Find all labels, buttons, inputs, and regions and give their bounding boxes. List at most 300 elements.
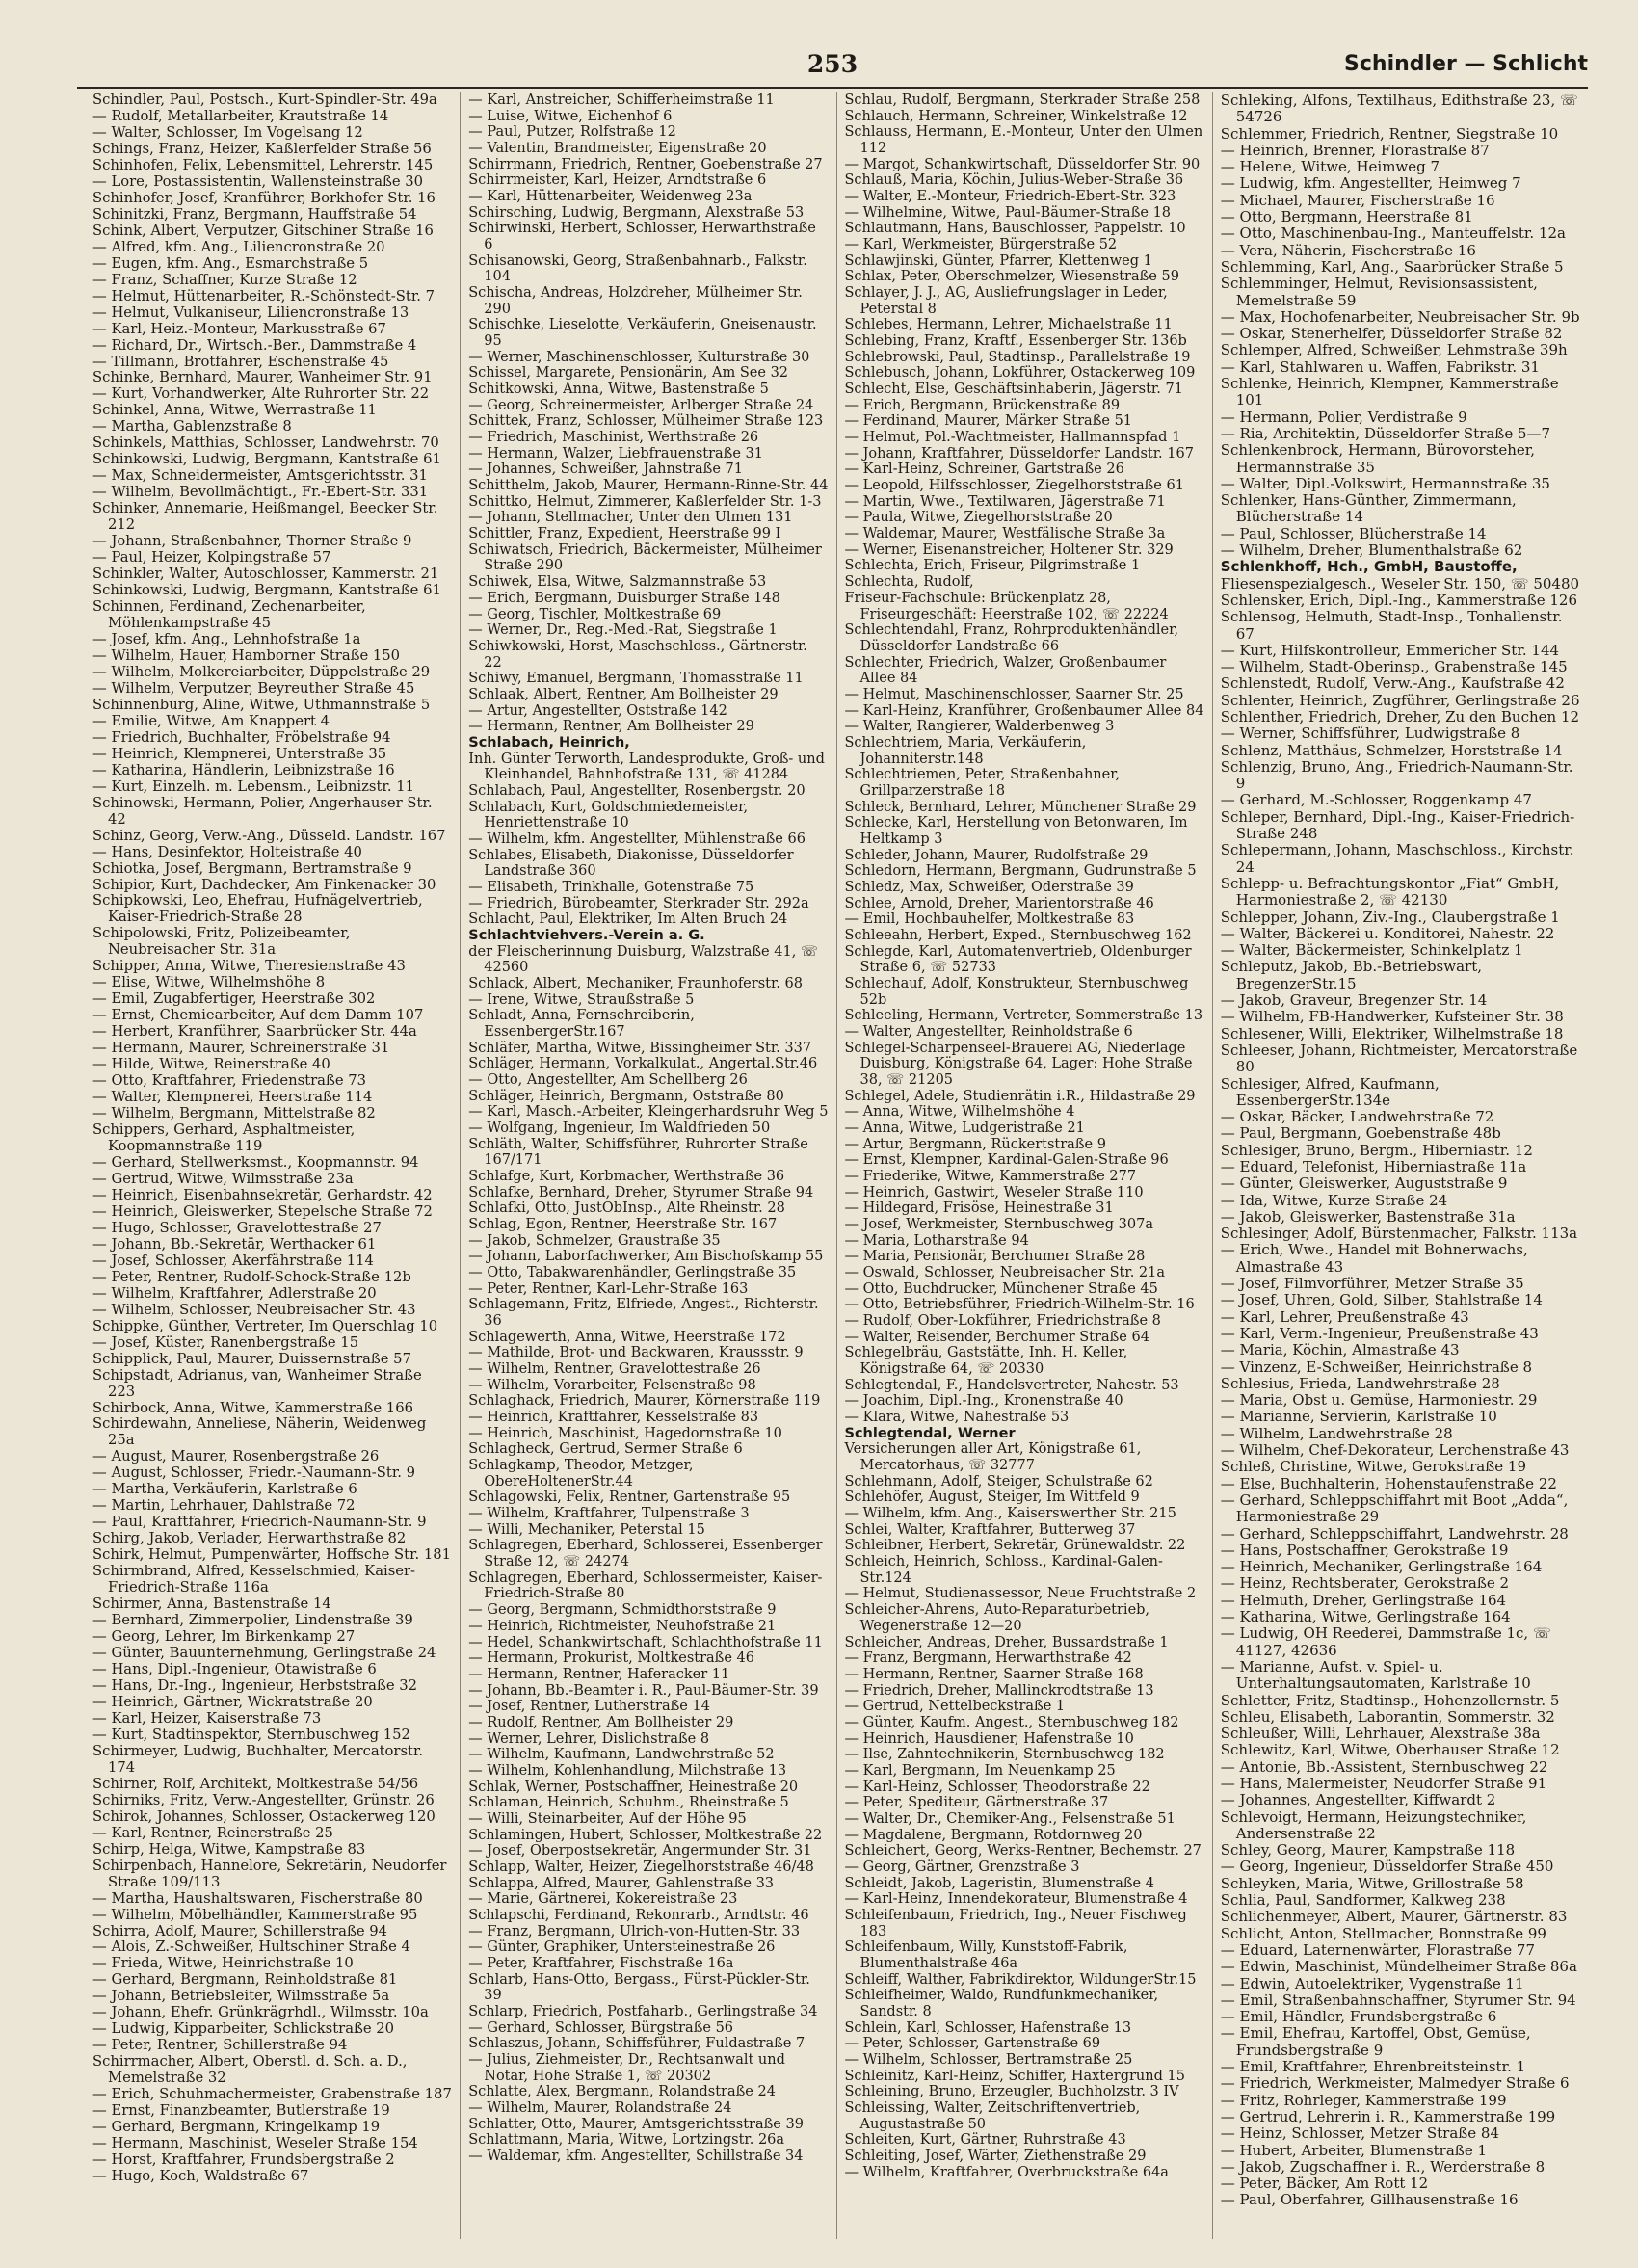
directory-entry: — Jakob, Graveur, Bregenzer Str. 14 [1220,991,1488,1010]
directory-entry: Schleicher, Andreas, Dreher, Bussardstraße 1 [844,1634,1169,1650]
directory-entry: — Kurt, Vorhandwerker, Alte Ruhrorter Str. 22 [92,385,430,403]
directory-entry: — Johann, Straßenbahner, Thorner Straße 9 [92,533,412,550]
directory-entry: Friseur-Fachschule: Brückenplatz 28, Friseurgeschäft: Heerstraße 102, ☏ 22224 [844,590,1169,622]
directory-entry: — Bernhard, Zimmerpolier, Lindenstraße 39 [92,1612,413,1629]
directory-entry: Schlak, Werner, Postschaffner, Heinestraße 20 [468,1779,799,1795]
directory-entry: Schlacht, Paul, Elektriker, Im Alten Bruch 24 [468,911,788,928]
directory-entry: — Gerhard, Schleppschiffahrt mit Boot „Adda“, Harmoniestraße 29 [1220,1490,1569,1526]
directory-entry: — Heinrich, Klempnerei, Unterstraße 35 [92,745,387,762]
directory-entry: — Wilhelm, Kraftfahrer, Adlerstraße 20 [92,1284,377,1302]
directory-entry: — Walter, Angestellter, Reinholdstraße 6 [844,1023,1133,1040]
directory-entry: Schlicht, Anton, Stellmacher, Bonnstraße 99 [1220,1924,1546,1942]
directory-entry: — Karl, Rentner, Reinerstraße 25 [92,1824,333,1841]
directory-entry: — Otto, Betriebsführer, Friedrich-Wilhelm-Str. 16 [844,1297,1195,1313]
directory-entry: Schlehöfer, August, Steiger, Im Wittfeld 9 [844,1490,1140,1506]
directory-entry: — Jakob, Gleiswerker, Bastenstraße 31a [1220,1207,1516,1226]
directory-entry: Schlau, Rudolf, Bergmann, Sterkrader Straße 258 [844,92,1201,108]
directory-entry: Schleibner, Herbert, Sekretär, Grünewaldstr. 22 [844,1538,1186,1554]
directory-entry: Schinker, Annemarie, Heißmangel, Beecker Str. 212 [92,500,438,534]
directory-entry: Schlesener, Willi, Elektriker, Wilhelmstraße 18 [1220,1024,1564,1042]
directory-entry: Schlebusch, Johann, Lokführer, Ostackerweg 109 [844,365,1196,382]
directory-entry: Schlechta, Erich, Friseur, Pilgrimstraße 1 [844,558,1141,574]
directory-entry: Schirwinski, Herbert, Schlosser, Herwarthstraße 6 [468,221,816,253]
directory-entry: — Alois, Z.-Schweißer, Hultschiner Straße 4 [92,1938,410,1956]
directory-entry: — Karl, Heiz.-Monteur, Markusstraße 67 [92,320,386,337]
directory-entry: — Martha, Haushaltswaren, Fischerstraße 80 [92,1889,423,1907]
directory-entry: — Peter, Rentner, Schillerstraße 94 [92,2037,348,2054]
directory-entry: — Georg, Bergmann, Schmidthorststraße 9 [468,1602,777,1619]
directory-entry: Schlarb, Hans-Otto, Bergass., Fürst-Pückler-Str. 39 [468,1971,810,2004]
directory-entry: Schiwatsch, Friedrich, Bäckermeister, Mülheimer Straße 290 [468,541,822,574]
directory-entry: Schisanowski, Georg, Straßenbahnarb., Falkstr. 104 [468,252,807,285]
directory-entry: Schlenkenbrock, Hermann, Bürovorsteher, Hermannstraße 35 [1220,441,1536,476]
directory-entry: Schlauß, Maria, Köchin, Julius-Weber-Straße 36 [844,172,1184,189]
directory-entry: — Ludwig, Kipparbeiter, Schlickstraße 20 [92,2020,395,2038]
directory-entry: — Martin, Lehrhauer, Dahlstraße 72 [92,1497,356,1515]
directory-entry: — Hilde, Witwe, Reinerstraße 40 [92,1056,330,1073]
directory-entry: — Erich, Bergmann, Duisburger Straße 148 [468,590,780,606]
directory-entry: Schirp, Helga, Witwe, Kampstraße 83 [92,1840,366,1858]
directory-entry: Schleiten, Kurt, Gärtner, Ruhrstraße 43 [844,2132,1126,2149]
directory-entry: — Leopold, Hilfsschlosser, Ziegelhorststraße 61 [844,478,1184,494]
directory-entry: Schirmeyer, Ludwig, Buchhalter, Mercatorstr. 174 [92,1742,424,1776]
directory-entry: — Friedrich, Buchhalter, Fröbelstraße 94 [92,728,391,746]
directory-entry: Schleußer, Willi, Lehrhauer, Alexstraße 38a [1220,1725,1541,1743]
directory-entry: — Wilhelm, Dreher, Blumenthalstraße 62 [1220,541,1523,560]
directory-entry: Schlauch, Hermann, Schreiner, Winkelstraße 12 [844,108,1188,124]
directory-entry: Schlenkhoff, Hch., GmbH, Baustoffe, [1220,558,1518,576]
directory-entry: — Wilhelm, Landwehrstraße 28 [1220,1424,1453,1442]
directory-entry: — Anna, Witwe, Wilhelmshöhe 4 [844,1104,1075,1121]
directory-entry: Schlemmer, Friedrich, Rentner, Siegstraße 10 [1220,124,1559,143]
directory-entry: Schlafge, Kurt, Korbmacher, Werthstraße 36 [468,1169,785,1185]
directory-entry: Schinke, Bernhard, Maurer, Wanheimer Str. 91 [92,369,433,386]
directory-entry: Schink, Albert, Verputzer, Gitschiner Straße 16 [92,222,434,239]
directory-entry: — Wilhelm, Kaufmann, Landwehrstraße 52 [468,1747,775,1763]
directory-entry: Schlewitz, Karl, Witwe, Oberhauser Straße 12 [1220,1741,1560,1759]
directory-entry: — Hans, Postschaffner, Gerokstraße 19 [1220,1541,1509,1559]
directory-entry: Schlayer, J. J., AG, Ausliefrungslager in Leder, Peterstal 8 [844,285,1168,317]
directory-entry: — Karl-Heinz, Schreiner, Gartstraße 26 [844,462,1124,478]
directory-entry: — Rudolf, Metallarbeiter, Krautstraße 14 [92,107,389,124]
directory-entry: Schlein, Karl, Schlosser, Hafenstraße 13 [844,2019,1132,2036]
directory-entry: — Maria, Obst u. Gemüse, Harmoniestr. 29 [1220,1391,1538,1410]
directory-entry: Schlatte, Alex, Bergmann, Rolandstraße 24 [468,2084,776,2100]
directory-entry: — Helene, Witwe, Heimweg 7 [1220,158,1440,176]
directory-entry: Schlechtriem, Maria, Verkäuferin, Johanniterstr.148 [844,734,1087,767]
directory-entry: — Heinrich, Gleiswerker, Stepelsche Straße 72 [92,1202,433,1220]
directory-entry: Schlebes, Hermann, Lehrer, Michaelstraße 11 [844,317,1173,333]
directory-entry: Schindler, Paul, Postsch., Kurt-Spindler-Str. 49a [92,92,437,108]
directory-entry: — Werner, Maschinenschlosser, Kulturstraße 30 [468,349,810,365]
directory-entry: Schlafke, Bernhard, Dreher, Styrumer Straße 94 [468,1184,814,1200]
directory-entry: — Hans, Dr.-Ing., Ingenieur, Herbststraße 32 [92,1676,418,1694]
directory-entry: Schlenther, Friedrich, Dreher, Zu den Buchen 12 [1220,707,1580,725]
directory-entry: — Franz, Bergmann, Herwarthstraße 42 [844,1650,1132,1667]
directory-entry: — Friedrich, Werkmeister, Malmedyer Straße 6 [1220,2074,1570,2093]
directory-entry: — Peter, Rentner, Karl-Lehr-Straße 163 [468,1280,749,1297]
directory-entry: Schirrmann, Friedrich, Rentner, Goebenstraße 27 [468,156,823,172]
directory-entry: — Georg, Gärtner, Grenzstraße 3 [844,1859,1080,1875]
directory-entry: — Wolfgang, Ingenieur, Im Waldfrieden 50 [468,1121,771,1136]
directory-entry: Schirpenbach, Hannelore, Sekretärin, Neudorfer Straße 109/113 [92,1857,447,1890]
directory-entry: — Rudolf, Ober-Lokführer, Friedrichstraße 8 [844,1313,1161,1330]
directory-entry: — Fritz, Rohrleger, Kammerstraße 199 [1220,2091,1507,2109]
directory-entry: — Kurt, Einzelh. m. Lebensm., Leibnizstr. 11 [92,778,414,795]
directory-entry: — Martha, Gablenzstraße 8 [92,418,292,435]
directory-entry: — Frieda, Witwe, Heinrichstraße 10 [92,1955,354,1972]
directory-entry: Schirner, Rolf, Architekt, Moltkestraße 54/56 [92,1775,419,1792]
directory-entry: — Johann, Bb.-Sekretär, Werthacker 61 [92,1235,377,1253]
directory-entry: — Erich, Schuhmachermeister, Grabenstraße 187 [92,2086,452,2103]
directory-entry: — Josef, kfm. Ang., Lehnhofstraße 1a [92,630,361,647]
directory-entry: Schleicher-Ahrens, Auto-Reparaturbetrieb, Wegenerstraße 12—20 [844,1602,1150,1634]
directory-entry: — Wilhelm, Schlosser, Neubreisacher Str. 43 [92,1301,416,1318]
directory-entry: — Otto, Kraftfahrer, Friedenstraße 73 [92,1072,367,1090]
directory-entry: — Vinzenz, E-Schweißer, Heinrichstraße 8 [1220,1358,1533,1376]
directory-entry: — Hermann, Maschinist, Weseler Straße 154 [92,2135,418,2152]
directory-entry: Schipplick, Paul, Maurer, Duissernstraße 57 [92,1350,411,1367]
directory-entry: Schleifenbaum, Friedrich, Ing., Neuer Fischweg 183 [844,1907,1187,1939]
directory-entry: — Edwin, Maschinist, Mündelheimer Straße 86a [1220,1958,1577,1976]
directory-entry: — Günter, Graphiker, Untersteinestraße 26 [468,1939,776,1956]
directory-entry: Schlee, Arnold, Dreher, Marientorstraße 46 [844,895,1154,911]
directory-entry: — Walter, Dipl.-Volkswirt, Hermannstraße 35 [1220,474,1550,492]
directory-entry: Schischa, Andreas, Holzdreher, Mülheimer Str. 290 [468,285,803,317]
directory-entry: Schleß, Christine, Witwe, Gerokstraße 19 [1220,1458,1526,1476]
directory-entry: — Artur, Bergmann, Rückertstraße 9 [844,1136,1106,1152]
directory-entry: — Oskar, Bäcker, Landwehrstraße 72 [1220,1108,1494,1126]
directory-entry: Schleinitz, Karl-Heinz, Schiffer, Haxtergrund 15 [844,2068,1185,2084]
directory-entry: — Walter, Dr., Chemiker-Ang., Felsenstraße 51 [844,1810,1176,1827]
directory-entry: — Wilhelm, Hauer, Hamborner Straße 150 [92,646,401,664]
directory-entry: Schirsching, Ludwig, Bergmann, Alexstraße 53 [468,204,805,221]
directory-entry: — Wilhelm, Verputzer, Beyreuther Straße 45 [92,679,415,697]
directory-entry: — Johann, Ehefr. Grünkrägrhdl., Wilmsstr. 10a [92,2004,429,2021]
directory-entry: — Heinrich, Maschinist, Hagedornstraße 10 [468,1425,782,1441]
directory-entry: — Friederike, Witwe, Kammerstraße 277 [844,1169,1137,1185]
directory-entry: — Emilie, Witwe, Am Knappert 4 [92,712,330,729]
directory-entry: — Wilhelm, kfm. Angestellter, Mühlenstraße 66 [468,831,806,847]
directory-entry: Schlenker, Hans-Günther, Zimmermann, Blücherstraße 14 [1220,491,1517,526]
directory-entry: — Hermann, Maurer, Schreinerstraße 31 [92,1040,390,1057]
directory-entry: Schinnen, Ferdinand, Zechenarbeiter, Möhlenkampstraße 45 [92,598,366,631]
column-1 [85,92,460,2239]
directory-entry: — Martha, Verkäuferin, Karlstraße 6 [92,1481,357,1498]
directory-entry: — Otto, Bergmann, Heerstraße 81 [1220,208,1473,226]
directory-entry: Schlia, Paul, Sandformer, Kalkweg 238 [1220,1891,1506,1910]
directory-entry: — Josef, Rentner, Lutherstraße 14 [468,1699,710,1715]
directory-entry: Schledz, Max, Schweißer, Oderstraße 39 [844,879,1134,895]
directory-entry: — Gerhard, Stellwerksmst., Koopmannstr. 94 [92,1153,419,1171]
directory-entry: Schlesius, Frieda, Landwehrstraße 28 [1220,1374,1500,1392]
directory-entry: der Fleischerinnung Duisburg, Walzstraße 41, ☏ 42560 [468,943,819,976]
directory-entry: — Emil, Händler, Frundsbergstraße 6 [1220,2008,1497,2026]
directory-entry: — Wilhelm, Vorarbeiter, Felsenstraße 98 [468,1377,756,1393]
directory-entry: Schiotka, Josef, Bergmann, Bertramstraße 9 [92,859,412,877]
directory-entry: — Gerhard, Bergmann, Reinholdstraße 81 [92,1971,398,1989]
directory-entry: — Ludwig, OH Reederei, Dammstraße 1c, ☏ 41127, 42636 [1220,1624,1551,1659]
directory-entry: — Wilhelm, Möbelhändler, Kammerstraße 95 [92,1906,418,1923]
directory-entry: — Ilse, Zahntechnikerin, Sternbuschweg 182 [844,1747,1165,1763]
directory-entry: — Eduard, Laternenwärter, Florastraße 77 [1220,1940,1536,1959]
directory-entry: Schissel, Margarete, Pensionärin, Am See 32 [468,365,789,382]
directory-entry: Schleyken, Maria, Witwe, Grillostraße 58 [1220,1874,1524,1892]
directory-entry: — Wilhelmine, Witwe, Paul-Bäumer-Straße 18 [844,204,1172,221]
directory-entry: — Friedrich, Dreher, Mallinckrodtstraße 13 [844,1682,1154,1699]
directory-entry: — Katharina, Händlerin, Leibnizstraße 16 [92,761,395,778]
directory-entry: — Ernst, Finanzbeamter, Butlerstraße 19 [92,2102,390,2120]
directory-entry: — Edwin, Autoelektriker, Vygenstraße 11 [1220,1974,1524,1992]
directory-entry: Schleifenbaum, Willy, Kunststoff-Fabrik, Blumenthalstraße 46a [844,1939,1128,1971]
directory-entry: — Max, Hochofenarbeiter, Neubreisacher Str. 9b [1220,307,1580,326]
directory-entry: Schläger, Heinrich, Bergmann, Oststraße 80 [468,1088,784,1104]
directory-entry: Schlachtviehvers.-Verein a. G. [468,927,705,943]
directory-entry: — Günter, Gleiswerker, Auguststraße 9 [1220,1174,1508,1193]
directory-entry: Schings, Franz, Heizer, Kaßlerfelder Straße 56 [92,140,432,157]
directory-entry: — Josef, Werkmeister, Sternbuschweg 307a [844,1217,1153,1233]
directory-entry: Schiwek, Elsa, Witwe, Salzmannstraße 53 [468,574,767,591]
directory-entry: Schlevoigt, Hermann, Heizungstechniker, Andersenstraße 22 [1220,1807,1527,1842]
directory-entry: — Julius, Ziehmeister, Dr., Rechtsanwalt und Notar, Hohe Straße 1, ☏ 20302 [468,2051,785,2084]
directory-entry: — Gertrud, Nettelbeckstraße 1 [844,1699,1066,1715]
directory-entry: — Magdalene, Bergmann, Rotdornweg 20 [844,1827,1143,1843]
directory-entry: — Eduard, Telefonist, Hiberniastraße 11a [1220,1158,1527,1175]
directory-entry: — Willi, Mechaniker, Peterstal 15 [468,1521,705,1538]
directory-entry: — Klara, Witwe, Nahestraße 53 [844,1410,1070,1426]
directory-entry: — Maria, Pensionär, Berchumer Straße 28 [844,1249,1146,1265]
column-2 [460,92,835,2239]
directory-entry: — August, Maurer, Rosenbergstraße 26 [92,1448,380,1465]
directory-entry: — Helmut, Pol.-Wachtmeister, Hallmannspfad 1 [844,430,1181,446]
directory-entry: — Emil, Ehefrau, Kartoffel, Obst, Gemüse, Frundsbergstraße 9 [1220,2024,1531,2059]
directory-entry: — Marie, Gärtnerei, Kokereistraße 23 [468,1891,738,1908]
directory-entry: — Karl, Werkmeister, Bürgerstraße 52 [844,237,1118,253]
directory-entry: Schlabach, Kurt, Goldschmiedemeister, Henriettenstraße 10 [468,799,749,831]
directory-entry: Schlehmann, Adolf, Steiger, Schulstraße 62 [844,1473,1153,1490]
column-4 [1212,92,1588,2239]
directory-entry: — Rudolf, Rentner, Am Bollheister 29 [468,1714,734,1730]
directory-entry: — Hedel, Schankwirtschaft, Schlachthofstraße 11 [468,1634,823,1650]
directory-entry: Schipstadt, Adrianus, van, Wanheimer Straße 223 [92,1366,422,1400]
directory-entry: Schirniks, Fritz, Verw.-Angestellter, Grünstr. 26 [92,1791,435,1808]
directory-entry: — Joachim, Dipl.-Ing., Kronenstraße 40 [844,1393,1123,1410]
directory-entry: Schlenstedt, Rudolf, Verw.-Ang., Kaufstraße 42 [1220,674,1565,693]
directory-entry: Schlattmann, Maria, Witwe, Lortzingstr. 26a [468,2132,785,2149]
directory-entry: — Elise, Witwe, Wilhelmshöhe 8 [92,974,326,991]
directory-entry: Schlapschi, Ferdinand, Rekonrarb., Arndtstr. 46 [468,1907,809,1923]
directory-entry: Schlechtriemen, Peter, Straßenbahner, Grillparzerstraße 18 [844,767,1121,799]
directory-entry: — Oskar, Stenerhelfer, Düsseldorfer Straße 82 [1220,325,1563,343]
directory-entry: — Werner, Dr., Reg.-Med.-Rat, Siegstraße 1 [468,622,778,639]
directory-entry: — Anna, Witwe, Ludgeristraße 21 [844,1121,1085,1136]
directory-entry: — Gerhard, Bergmann, Kringelkamp 19 [92,2119,381,2136]
directory-entry: — Ludwig, kfm. Angestellter, Heimweg 7 [1220,174,1521,193]
directory-entry: Schlappa, Alfred, Maurer, Gahlenstraße 33 [468,1875,775,1891]
directory-entry: Schleking, Alfons, Textilhaus, Edithstraße 23, ☏ 54726 [1220,92,1578,126]
directory-entry: Schittler, Franz, Expedient, Heerstraße 99 I [468,526,781,542]
directory-entry: Schlemminger, Helmut, Revisionsassistent, Memelstraße 59 [1220,275,1538,309]
directory-entry: Schleining, Bruno, Erzeugler, Buchholzstr. 3 IV [844,2084,1179,2100]
directory-entry: — Otto, Maschinenbau-Ing., Manteuffelstr. 12a [1220,224,1566,243]
directory-entry: — Maria, Lotharstraße 94 [844,1232,1029,1249]
directory-entry: — Johann, Kraftfahrer, Düsseldorfer Landstr. 167 [844,445,1194,462]
directory-entry: — Ferdinand, Maurer, Märker Straße 51 [844,413,1133,430]
directory-entry: Schlechter, Friedrich, Walzer, Großenbaumer Allee 84 [844,654,1167,687]
directory-entry: — Franz, Schaffner, Kurze Straße 12 [92,271,357,288]
directory-entry: — Heinrich, Richtmeister, Neuhofstraße 21 [468,1618,777,1634]
directory-entry: Schlemper, Alfred, Schweißer, Lehmstraße 39h [1220,341,1568,359]
directory-entry: Schinkels, Matthias, Schlosser, Landwehrstr. 70 [92,435,439,452]
directory-entry: Schletter, Fritz, Stadtinsp., Hohenzollernstr. 5 [1220,1691,1560,1709]
directory-entry: — Georg, Schreinermeister, Arlberger Straße 24 [468,397,814,413]
directory-entry: Versicherungen aller Art, Königstraße 61, Mercatorhaus, ☏ 32777 [844,1441,1142,1474]
directory-entry: Schleichert, Georg, Werks-Rentner, Bechemstr. 27 [844,1843,1202,1859]
directory-entry: Schlenz, Matthäus, Schmelzer, Horststraße 14 [1220,741,1563,759]
directory-entry: — Luise, Witwe, Eichenhof 6 [468,108,673,124]
directory-entry: — Hermann, Rentner, Haferacker 11 [468,1666,730,1682]
directory-entry: Schlesiger, Bruno, Bergm., Hibernіastr. 12 [1220,1141,1533,1159]
directory-entry: — Werner, Eisenanstreicher, Holtener Str. 329 [844,541,1174,558]
directory-entry: — Wilhelm, Stadt-Oberinsp., Grabenstraße 145 [1220,658,1568,676]
directory-entry: — Irene, Witwe, Straußstraße 5 [468,991,695,1008]
directory-entry: — Günter, Kaufm. Angest., Sternbuschweg 182 [844,1714,1179,1730]
directory-entry: Schipper, Anna, Witwe, Theresienstraße 43 [92,958,406,975]
directory-entry: Schlenzig, Bruno, Ang., Friedrich-Naumann-Str. 9 [1220,757,1573,793]
directory-entry: — Walter, Reisender, Berchumer Straße 64 [844,1329,1149,1345]
directory-entry: Schlenke, Heinrich, Klempner, Kammerstraße 101 [1220,375,1559,409]
directory-entry: Schleputz, Jakob, Bb.-Betriebswart, BregenzerStr.15 [1220,958,1482,992]
directory-entry: Schlaman, Heinrich, Schuhm., Rheinstraße 5 [468,1795,789,1811]
directory-entry: — Franz, Bergmann, Ulrich-von-Hutten-Str. 33 [468,1923,801,1939]
directory-entry: — Karl, Anstreicher, Schifferheimstraße 11 [468,92,775,108]
directory-entry: Schlegelbräu, Gaststätte, Inh. H. Keller, Königstraße 64, ☏ 20330 [844,1345,1128,1378]
directory-entry: — Jakob, Schmelzer, Graustraße 35 [468,1232,721,1249]
directory-entry: — Johann, Bb.-Beamter i. R., Paul-Bäumer-Str. 39 [468,1682,819,1699]
directory-entry: Schlag, Egon, Rentner, Heerstraße Str. 167 [468,1217,778,1233]
directory-entry: Schlensker, Erich, Dipl.-Ing., Kammerstraße 126 [1220,591,1577,609]
directory-entry: — Peter, Speditеur, Gärtnerstraße 37 [844,1795,1109,1811]
directory-entry: — Paul, Kraftfahrer, Friedrich-Naumann-Str. 9 [92,1514,427,1531]
directory-entry: Schläth, Walter, Schiffsführer, Ruhrorter Straße 167/171 [468,1136,808,1169]
directory-entry: — Ria, Architektin, Düsseldorfer Straße 5—7 [1220,424,1551,442]
directory-entry: Schipolowski, Fritz, Polizeibeamter, Neubreisacher Str. 31a [92,925,351,959]
directory-entry: — Valentin, Brandmeister, Eigenstraße 20 [468,141,767,157]
directory-entry: Schlagowski, Felix, Rentner, Gartenstraße 95 [468,1490,791,1506]
directory-entry: Schirrmacher, Albert, Oberstl. d. Sch. a. D., Memelstraße 32 [92,2053,408,2087]
directory-entry: — Marianne, Aufst. v. Spiel- u. Unterhaltungsautomaten, Karlstraße 10 [1220,1657,1531,1693]
directory-entry: — Paul, Schlosser, Blücherstraße 14 [1220,524,1487,542]
directory-entry: — Karl, Hüttenarbeiter, Weidenweg 23a [468,189,753,205]
directory-entry: — Georg, Lehrer, Im Birkenkamp 27 [92,1628,356,1646]
directory-entry: — Helmut, Vulkaniseur, Liliencronstraße 13 [92,303,410,321]
directory-entry: — Elisabeth, Trinkhalle, Gotenstraße 75 [468,879,754,895]
directory-entry: — Wilhelm, Bevollmächtigt., Fr.-Ebert-Str. 331 [92,484,429,501]
directory-entry: — Heinrich, Kraftfahrer, Kesselstraße 83 [468,1410,759,1426]
directory-entry: Schlenter, Heinrich, Zugführer, Gerlingstraße 26 [1220,691,1580,709]
directory-entry: Schlecke, Karl, Herstellung von Betonwaren, Im Heltkamp 3 [844,815,1188,847]
directory-entry: Schlepermann, Johann, Maschschloss., Kirchstr. 24 [1220,841,1574,876]
directory-entry: — Hubert, Arbeiter, Blumenstraße 1 [1220,2141,1488,2159]
directory-entry: — Werner, Schiffsführer, Ludwigstraße 8 [1220,725,1520,743]
directory-entry: Schlapp, Walter, Heizer, Ziegelhorststraße 46/48 [468,1859,814,1875]
directory-entry: — Emil, Kraftfahrer, Ehrenbreitsteinstr. 1 [1220,2058,1526,2076]
directory-entry: Schlagregen, Eberhard, Schlosserei, Essenberger Straße 12, ☏ 24274 [468,1538,823,1570]
directory-entry: — Heinz, Rechtsberater, Gerokstraße 2 [1220,1574,1510,1593]
directory-entry: Schischke, Lieselotte, Verkäuferin, Gneisenaustr. 95 [468,317,817,350]
directory-entry: — Karl, Heizer, Kaiserstraße 73 [92,1709,322,1727]
directory-entry: Schitthelm, Jakob, Maurer, Hermann-Rinne-Str. 44 [468,478,829,494]
directory-entry: — Michael, Maurer, Fischerstraße 16 [1220,191,1495,209]
page-header [77,48,1588,89]
directory-entry: — Wilhelm, Kohlenhandlung, Milchstraße 13 [468,1762,787,1779]
directory-entry: Schleissing, Walter, Zeitschriftenvertrieb, Augustastraße 50 [844,2099,1141,2132]
directory-entry: Schledorn, Hermann, Bergmann, Gudrunstraße 5 [844,863,1197,880]
directory-entry: — Else, Buchhalterin, Hohenstaufenstraße 22 [1220,1474,1557,1492]
directory-entry: — Katharina, Witwe, Gerlingstraße 164 [1220,1608,1511,1626]
directory-entry: Schittko, Helmut, Zimmerer, Kaßlerfelder Str. 1-3 [468,493,822,510]
directory-entry: — Artur, Angestellter, Oststraße 142 [468,702,727,719]
directory-entry: — Karl-Heinz, Innendekorateur, Blumenstraße 4 [844,1891,1188,1908]
directory-entry: — Emil, Hochbauhelfer, Moltkestraße 83 [844,911,1135,928]
directory-entry: Schleu, Elisabeth, Laborantin, Sommerstr. 32 [1220,1707,1555,1726]
directory-entry: Schlepp- u. Befrachtungskontor „Fiat“ GmbH, Harmoniestraße 2, ☏ 42130 [1220,874,1560,910]
directory-entry: — Ernst, Klempner, Kardinal-Galen-Straße 96 [844,1152,1169,1169]
directory-entry: — Wilhelm, Schlosser, Bertramstraße 25 [844,2051,1133,2068]
directory-entry: Schlebing, Franz, Kraftf., Essenberger Str. 136b [844,333,1187,350]
directory-entry: Schirmer, Anna, Bastenstraße 14 [92,1596,331,1613]
directory-entry: Schlesinger, Adolf, Bürstenmacher, Falkstr. 113a [1220,1225,1578,1243]
directory-entry: — Karl, Bergmann, Im Neuenkamp 25 [844,1762,1116,1779]
directory-entry: Schippers, Gerhard, Asphaltmeister, Koopmannstraße 119 [92,1121,356,1154]
directory-entry: Schleck, Bernhard, Lehrer, Münchener Straße 29 [844,799,1197,815]
directory-entry: — Walter, E.-Monteur, Friedrich-Ebert-Str. 323 [844,189,1176,205]
directory-entry: — Josef, Uhren, Gold, Silber, Stahlstraße 14 [1220,1291,1543,1309]
directory-entry: Schlecht, Else, Geschäftsinhaberin, Jägerstr. 71 [844,382,1183,398]
directory-entry: Schleiting, Josef, Wärter, Ziethenstraße 29 [844,2149,1147,2164]
directory-entry: — Karl, Stahlwaren u. Waffen, Fabrikstr. 31 [1220,357,1540,376]
directory-entry: Schleeser, Johann, Richtmeister, Mercatorstraße 80 [1220,1041,1578,1076]
directory-entry: — Ida, Witwe, Kurze Straße 24 [1220,1191,1448,1209]
directory-entry: — Johann, Stellmacher, Unter den Ulmen 131 [468,510,793,526]
directory-entry: — Gerhard, Schleppschiffahrt, Landwehrstr. 28 [1220,1524,1569,1543]
directory-entry: — Alfred, kfm. Ang., Liliencronstraße 20 [92,238,385,255]
directory-entry: — Hermann, Rentner, Am Bollheister 29 [468,719,754,735]
directory-entry: Schleifheimer, Waldo, Rundfunkmechaniker, Sandstr. 8 [844,1988,1159,2019]
directory-entry: — Hermann, Prokurist, Moltkestraße 46 [468,1650,754,1667]
directory-entry: — Tillmann, Brotfahrer, Eschenstraße 45 [92,353,389,370]
directory-entry: — Otto, Buchdrucker, Münchener Straße 45 [844,1280,1158,1297]
directory-entry: Schlarp, Friedrich, Postfaharb., Gerlingstraße 34 [468,2003,818,2019]
directory-entry: Schläger, Hermann, Vorkalkulat., Angertal.Str.46 [468,1056,818,1072]
directory-entry: Schlechtendahl, Franz, Rohrproduktenhändler, Düsseldorfer Landstraße 66 [844,622,1179,654]
directory-entry: — Antonie, Bb.-Assistent, Sternbuschweg 22 [1220,1757,1548,1776]
directory-entry: Schirdewahn, Anneliese, Näherin, Weidenweg 25a [92,1415,427,1449]
directory-entry: Schlensog, Helmuth, Stadt-Insp., Tonhallenstr. 67 [1220,608,1563,643]
directory-entry: Schinhofer, Josef, Kranführer, Borkhofer Str. 16 [92,189,436,206]
directory-entry: — Paul, Bergmann, Goebenstraße 48b [1220,1124,1501,1143]
directory-entry: Schleeahn, Herbert, Exped., Sternbuschweg 162 [844,927,1192,943]
directory-entry: Schläfer, Martha, Witwe, Bissingheimer Str. 337 [468,1040,812,1056]
directory-entry: — Werner, Lehrer, Dislichstraße 8 [468,1730,710,1747]
directory-entry: Schleeling, Hermann, Vertreter, Sommerstraße 13 [844,1008,1203,1024]
directory-entry: Schitkowski, Anna, Witwe, Bastenstraße 5 [468,382,769,398]
directory-entry: — Karl, Lehrer, Preußenstraße 43 [1220,1307,1469,1326]
directory-entry: Schiwy, Emanuel, Bergmann, Thomasstraße 11 [468,671,804,687]
directory-entry: Schlauss, Hermann, E.-Monteur, Unter den Ulmen 112 [844,124,1203,157]
directory-entry: Schinnenburg, Aline, Witwe, Uthmannstraße 5 [92,696,431,713]
directory-entry: — Walter, Schlosser, Im Vogelsang 12 [92,123,363,141]
